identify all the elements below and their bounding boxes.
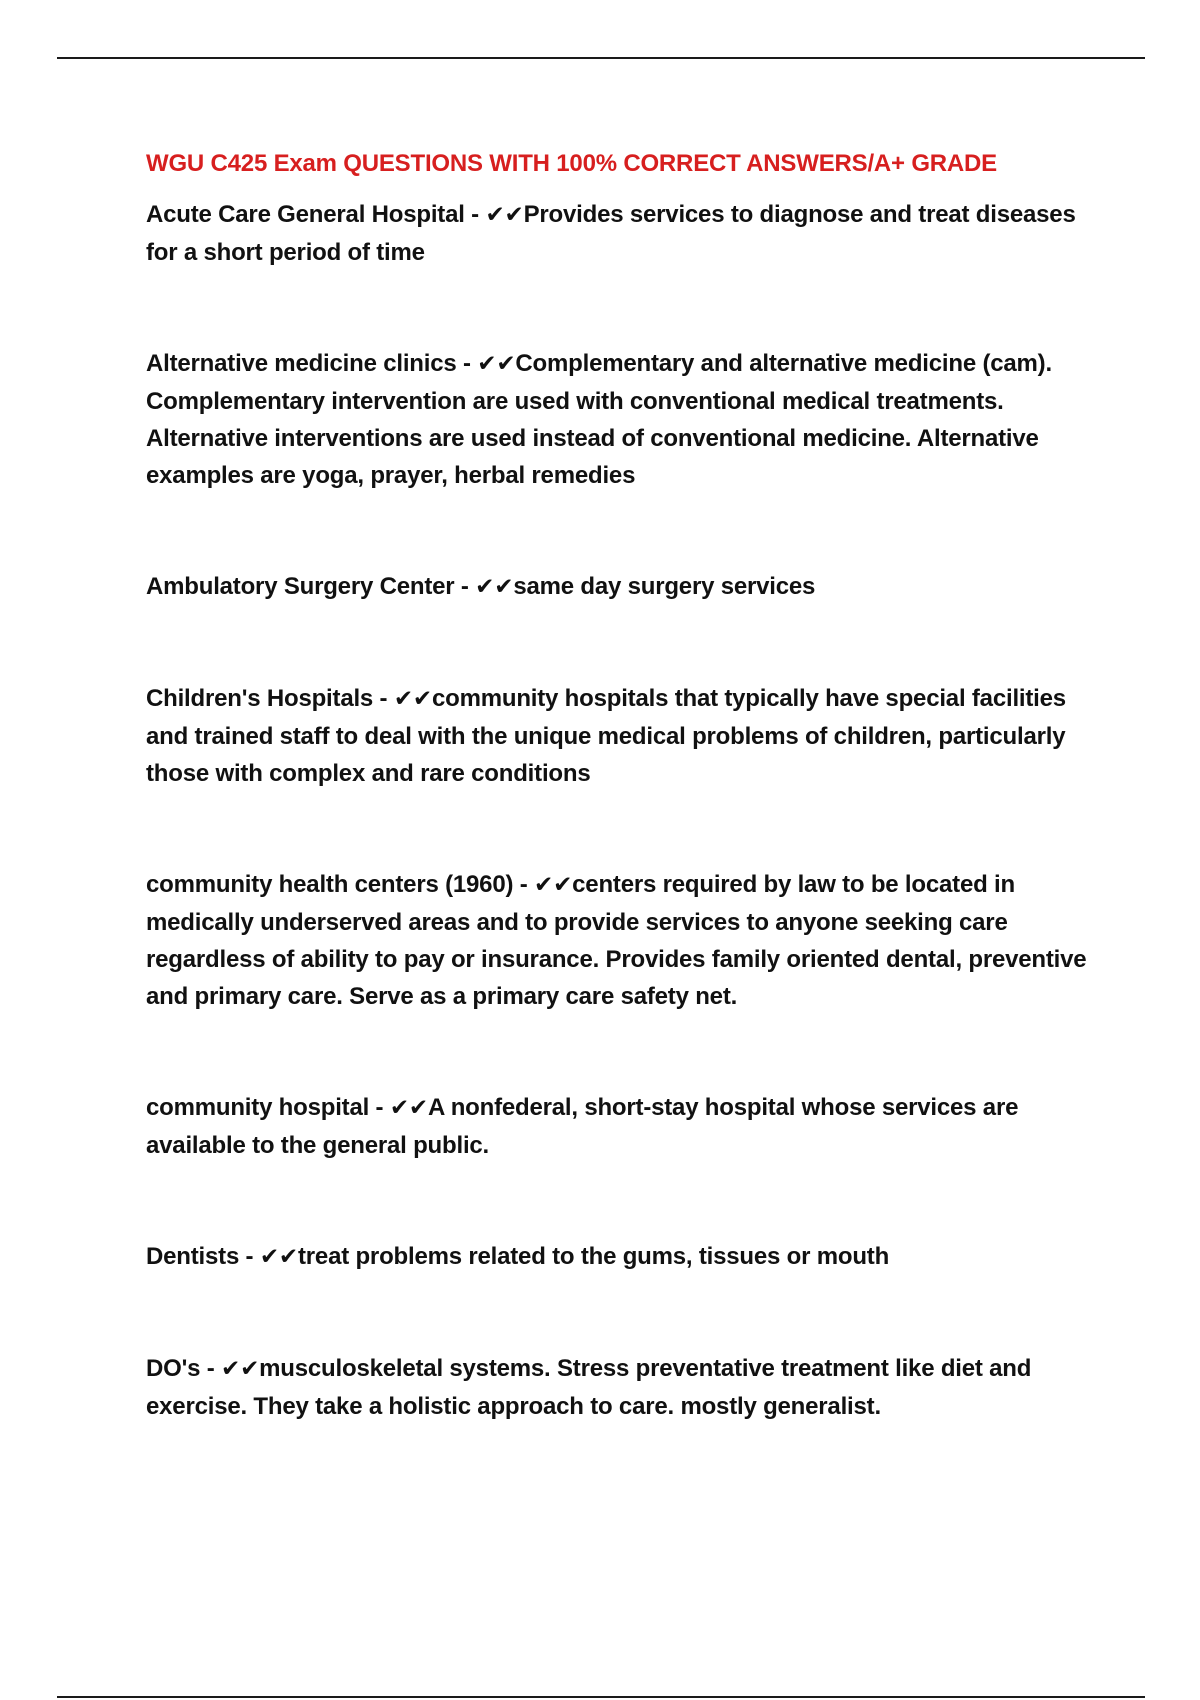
double-check-icon: ✔✔: [393, 686, 432, 712]
entry-separator: -: [200, 1355, 221, 1382]
entry-separator: -: [239, 1243, 260, 1270]
double-check-icon: ✔✔: [259, 1244, 298, 1270]
entry-term: Dentists: [146, 1243, 240, 1270]
entry-separator: -: [373, 685, 394, 712]
list-item: [146, 568, 1096, 606]
list-item: [146, 345, 1096, 494]
entry-term: DO's: [146, 1355, 201, 1382]
document-title: WGU C425 Exam QUESTIONS WITH 100% CORRECT ANSWERS/A+ GRADE: [146, 150, 997, 177]
double-check-icon: ✔✔: [221, 1356, 260, 1382]
entry-definition: musculoskeletal systems. Stress preventative treatment like diet and exercise. They take a holistic approach to care. mostly generalist.: [146, 1355, 1032, 1420]
top-divider: [57, 57, 1145, 59]
entry-separator: -: [454, 573, 476, 600]
entry-term: Children's Hospitals: [146, 685, 374, 712]
list-item: [146, 680, 1096, 792]
entry-term: Acute Care General Hospital: [146, 201, 465, 228]
document-body: [146, 146, 1096, 1425]
list-item: [146, 866, 1096, 1015]
entry-term: Ambulatory Surgery Center: [146, 573, 455, 600]
entry-definition: Complementary and alternative medicine (cam). Complementary intervention are used with conventional medical treatments. Alternative interventions are used instead of conventional medicine. Alternative examples are yoga, prayer, herbal remedies: [146, 350, 1052, 489]
list-item: [146, 1350, 1096, 1425]
double-check-icon: ✔✔: [477, 351, 516, 377]
entry-term: Alternative medicine clinics: [146, 350, 457, 377]
entry-term: community health centers (1960): [146, 871, 514, 898]
entry-definition: Provides services to diagnose and treat diseases for a short period of time: [146, 201, 1076, 266]
double-check-icon: ✔✔: [475, 574, 514, 600]
entry-definition: A nonfederal, short-stay hospital whose services are available to the general public.: [146, 1094, 1019, 1159]
bottom-divider: [57, 1696, 1145, 1698]
list-item: [146, 1089, 1096, 1164]
double-check-icon: ✔✔: [389, 1095, 428, 1121]
entry-definition: same day surgery services: [513, 573, 816, 600]
entry-separator: -: [456, 350, 478, 377]
entry-separator: -: [369, 1094, 390, 1121]
double-check-icon: ✔✔: [485, 202, 524, 228]
list-item: [146, 1238, 1096, 1276]
entry-definition: community hospitals that typically have special facilities and trained staff to deal with the unique medical problems of children, particularly those with complex and rare conditions: [146, 685, 1066, 787]
entry-definition: centers required by law to be located in medically underserved areas and to provide services to anyone seeking care regardless of ability to pay or insurance. Provides family oriented dental, preventive and primary care. Serve as a primary care safety net.: [146, 871, 1087, 1010]
entry-separator: -: [513, 871, 534, 898]
entry-term: community hospital: [146, 1094, 370, 1121]
entry-separator: -: [464, 201, 486, 228]
double-check-icon: ✔✔: [534, 872, 573, 898]
list-item: [146, 196, 1096, 271]
entry-list: [146, 196, 1096, 1425]
entry-definition: treat problems related to the gums, tissues or mouth: [297, 1243, 890, 1270]
